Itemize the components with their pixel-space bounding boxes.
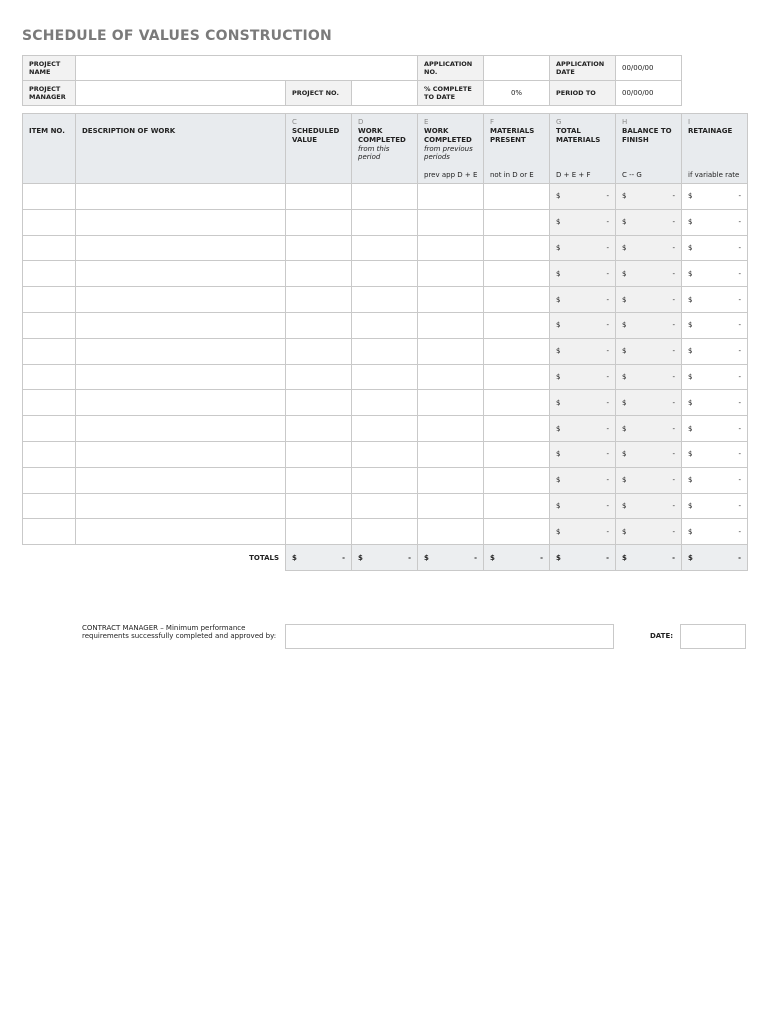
work-this-period-cell[interactable] [352, 519, 418, 545]
work-this-period-cell[interactable] [352, 184, 418, 210]
table-row [23, 390, 748, 416]
retainage-cell: $ - [682, 493, 748, 519]
balance-to-finish-cell: $ - [616, 184, 682, 210]
balance-to-finish-cell: $ - [616, 338, 682, 364]
item-no-cell[interactable] [23, 261, 76, 287]
date-label: DATE: [650, 632, 674, 640]
description-cell[interactable] [76, 184, 286, 210]
work-previous-cell[interactable] [418, 184, 484, 210]
scheduled-value-cell[interactable] [286, 467, 352, 493]
col-balance-to-finish: H BALANCE TO FINISH C -- G [616, 114, 682, 184]
project-no-field[interactable] [352, 81, 418, 106]
balance-to-finish-cell: $ - [616, 364, 682, 390]
description-cell[interactable] [76, 338, 286, 364]
col-item-no: ITEM NO. [23, 114, 76, 184]
schedule-table [22, 113, 748, 571]
work-previous-cell[interactable] [418, 235, 484, 261]
materials-present-cell[interactable] [484, 519, 550, 545]
total-materials-cell: $ - [550, 364, 616, 390]
materials-present-cell[interactable] [484, 416, 550, 442]
table-row [23, 287, 748, 313]
total-materials-cell: $ - [550, 287, 616, 313]
table-row [23, 416, 748, 442]
work-this-period-cell[interactable] [352, 287, 418, 313]
period-to-label: PERIOD TO [550, 81, 616, 106]
item-no-cell[interactable] [23, 390, 76, 416]
table-row [23, 441, 748, 467]
application-date-field[interactable]: 00/00/00 [616, 56, 682, 81]
application-date-label: APPLICATION DATE [550, 56, 616, 81]
item-no-cell[interactable] [23, 416, 76, 442]
item-no-cell[interactable] [23, 364, 76, 390]
scheduled-value-cell[interactable] [286, 209, 352, 235]
item-no-cell[interactable] [23, 519, 76, 545]
retainage-cell: $ - [682, 441, 748, 467]
work-previous-cell[interactable] [418, 441, 484, 467]
scheduled-value-cell[interactable] [286, 338, 352, 364]
item-no-cell[interactable] [23, 441, 76, 467]
materials-present-cell[interactable] [484, 184, 550, 210]
item-no-cell[interactable] [23, 209, 76, 235]
totals-row [23, 545, 748, 571]
contract-manager-text: CONTRACT MANAGER – Minimum performance requirements successfully completed and approved by: [82, 624, 277, 640]
project-name-field[interactable] [76, 56, 418, 81]
work-previous-cell[interactable] [418, 312, 484, 338]
table-row [23, 338, 748, 364]
col-materials-present: F MATERIALS PRESENT not in D or E [484, 114, 550, 184]
materials-present-cell[interactable] [484, 493, 550, 519]
totals-label: TOTALS [249, 553, 279, 562]
balance-to-finish-cell: $ - [616, 390, 682, 416]
description-cell[interactable] [76, 364, 286, 390]
total-materials-cell: $ - [550, 390, 616, 416]
project-manager-label: PROJECT MANAGER [23, 81, 76, 106]
work-previous-cell[interactable] [418, 364, 484, 390]
table-row [23, 519, 748, 545]
balance-to-finish-cell: $ - [616, 209, 682, 235]
total-materials-cell: $ - [550, 235, 616, 261]
total-materials-cell: $ - [550, 209, 616, 235]
table-row [23, 467, 748, 493]
balance-to-finish-cell: $ - [616, 416, 682, 442]
retainage-cell: $ - [682, 312, 748, 338]
balance-to-finish-cell: $ - [616, 312, 682, 338]
materials-present-cell[interactable] [484, 390, 550, 416]
period-to-field[interactable]: 00/00/00 [616, 81, 682, 106]
work-previous-cell[interactable] [418, 416, 484, 442]
project-manager-field[interactable] [76, 81, 286, 106]
materials-present-cell[interactable] [484, 441, 550, 467]
scheduled-value-cell[interactable] [286, 235, 352, 261]
retainage-cell: $ - [682, 287, 748, 313]
description-cell[interactable] [76, 390, 286, 416]
scheduled-value-cell[interactable] [286, 312, 352, 338]
work-this-period-cell[interactable] [352, 209, 418, 235]
item-no-cell[interactable] [23, 287, 76, 313]
description-cell[interactable] [76, 312, 286, 338]
balance-to-finish-cell: $ - [616, 261, 682, 287]
description-cell[interactable] [76, 467, 286, 493]
total-work-previous: $ - [418, 545, 484, 571]
work-this-period-cell[interactable] [352, 467, 418, 493]
scheduled-value-cell[interactable] [286, 493, 352, 519]
retainage-cell: $ - [682, 519, 748, 545]
work-previous-cell[interactable] [418, 390, 484, 416]
item-no-cell[interactable] [23, 493, 76, 519]
description-cell[interactable] [76, 209, 286, 235]
table-row [23, 184, 748, 210]
total-retainage: $ - [682, 545, 748, 571]
scheduled-value-cell[interactable] [286, 184, 352, 210]
retainage-cell: $ - [682, 235, 748, 261]
total-materials-cell: $ - [550, 261, 616, 287]
pct-complete-label: % COMPLETE TO DATE [418, 81, 484, 106]
contract-manager-signature-field[interactable] [285, 624, 614, 649]
work-this-period-cell[interactable] [352, 441, 418, 467]
scheduled-value-cell[interactable] [286, 519, 352, 545]
total-materials-cell: $ - [550, 184, 616, 210]
materials-present-cell[interactable] [484, 312, 550, 338]
application-no-label: APPLICATION NO. [418, 56, 484, 81]
materials-present-cell[interactable] [484, 287, 550, 313]
work-previous-cell[interactable] [418, 467, 484, 493]
date-field[interactable] [680, 624, 746, 649]
total-materials-cell: $ - [550, 467, 616, 493]
work-this-period-cell[interactable] [352, 338, 418, 364]
total-scheduled-value: $ - [286, 545, 352, 571]
work-this-period-cell[interactable] [352, 390, 418, 416]
work-this-period-cell[interactable] [352, 364, 418, 390]
table-row [23, 364, 748, 390]
description-cell[interactable] [76, 287, 286, 313]
table-row [23, 312, 748, 338]
project-info-table [22, 55, 682, 106]
description-cell[interactable] [76, 416, 286, 442]
col-work-completed-previous: E WORK COMPLETED from previous periods prev app D + E [418, 114, 484, 184]
item-no-cell[interactable] [23, 467, 76, 493]
item-no-cell[interactable] [23, 312, 76, 338]
total-materials-present: $ - [484, 545, 550, 571]
total-materials-cell: $ - [550, 338, 616, 364]
materials-present-cell[interactable] [484, 235, 550, 261]
application-no-field[interactable] [484, 56, 550, 81]
work-this-period-cell[interactable] [352, 493, 418, 519]
table-row [23, 493, 748, 519]
materials-present-cell[interactable] [484, 209, 550, 235]
total-work-this-period: $ - [352, 545, 418, 571]
materials-present-cell[interactable] [484, 364, 550, 390]
balance-to-finish-cell: $ - [616, 519, 682, 545]
item-no-cell[interactable] [23, 338, 76, 364]
item-no-cell[interactable] [23, 184, 76, 210]
work-previous-cell[interactable] [418, 338, 484, 364]
balance-to-finish-cell: $ - [616, 235, 682, 261]
work-this-period-cell[interactable] [352, 312, 418, 338]
col-scheduled-value: C SCHEDULED VALUE [286, 114, 352, 184]
pct-complete-field[interactable]: 0% [484, 81, 550, 106]
item-no-cell[interactable] [23, 235, 76, 261]
retainage-cell: $ - [682, 364, 748, 390]
description-cell[interactable] [76, 235, 286, 261]
scheduled-value-cell[interactable] [286, 287, 352, 313]
scheduled-value-cell[interactable] [286, 441, 352, 467]
page-title: SCHEDULE OF VALUES CONSTRUCTION [22, 28, 332, 44]
balance-to-finish-cell: $ - [616, 441, 682, 467]
work-previous-cell[interactable] [418, 493, 484, 519]
col-description: DESCRIPTION OF WORK [76, 114, 286, 184]
balance-to-finish-cell: $ - [616, 467, 682, 493]
work-previous-cell[interactable] [418, 287, 484, 313]
work-this-period-cell[interactable] [352, 416, 418, 442]
retainage-cell: $ - [682, 338, 748, 364]
materials-present-cell[interactable] [484, 261, 550, 287]
scheduled-value-cell[interactable] [286, 390, 352, 416]
materials-present-cell[interactable] [484, 467, 550, 493]
project-name-label: PROJECT NAME [23, 56, 76, 81]
total-materials-cell: $ - [550, 519, 616, 545]
work-this-period-cell[interactable] [352, 235, 418, 261]
retainage-cell: $ - [682, 416, 748, 442]
scheduled-value-cell[interactable] [286, 364, 352, 390]
retainage-cell: $ - [682, 184, 748, 210]
table-row [23, 209, 748, 235]
col-work-completed-this-period: D WORK COMPLETED from this period [352, 114, 418, 184]
total-materials-cell: $ - [550, 312, 616, 338]
scheduled-value-cell[interactable] [286, 416, 352, 442]
work-previous-cell[interactable] [418, 209, 484, 235]
work-this-period-cell[interactable] [352, 261, 418, 287]
total-materials-cell: $ - [550, 493, 616, 519]
balance-to-finish-cell: $ - [616, 287, 682, 313]
total-total-materials: $ - [550, 545, 616, 571]
total-balance-to-finish: $ - [616, 545, 682, 571]
project-no-label: PROJECT NO. [286, 81, 352, 106]
description-cell[interactable] [76, 519, 286, 545]
description-cell[interactable] [76, 493, 286, 519]
total-materials-cell: $ - [550, 416, 616, 442]
work-previous-cell[interactable] [418, 261, 484, 287]
col-retainage: I RETAINAGE if variable rate [682, 114, 748, 184]
total-materials-cell: $ - [550, 441, 616, 467]
col-total-materials: G TOTAL MATERIALS D + E + F [550, 114, 616, 184]
balance-to-finish-cell: $ - [616, 493, 682, 519]
description-cell[interactable] [76, 441, 286, 467]
retainage-cell: $ - [682, 390, 748, 416]
table-row [23, 235, 748, 261]
retainage-cell: $ - [682, 467, 748, 493]
header-row [23, 114, 748, 184]
retainage-cell: $ - [682, 261, 748, 287]
table-row [23, 261, 748, 287]
work-previous-cell[interactable] [418, 519, 484, 545]
scheduled-value-cell[interactable] [286, 261, 352, 287]
materials-present-cell[interactable] [484, 338, 550, 364]
retainage-cell: $ - [682, 209, 748, 235]
description-cell[interactable] [76, 261, 286, 287]
